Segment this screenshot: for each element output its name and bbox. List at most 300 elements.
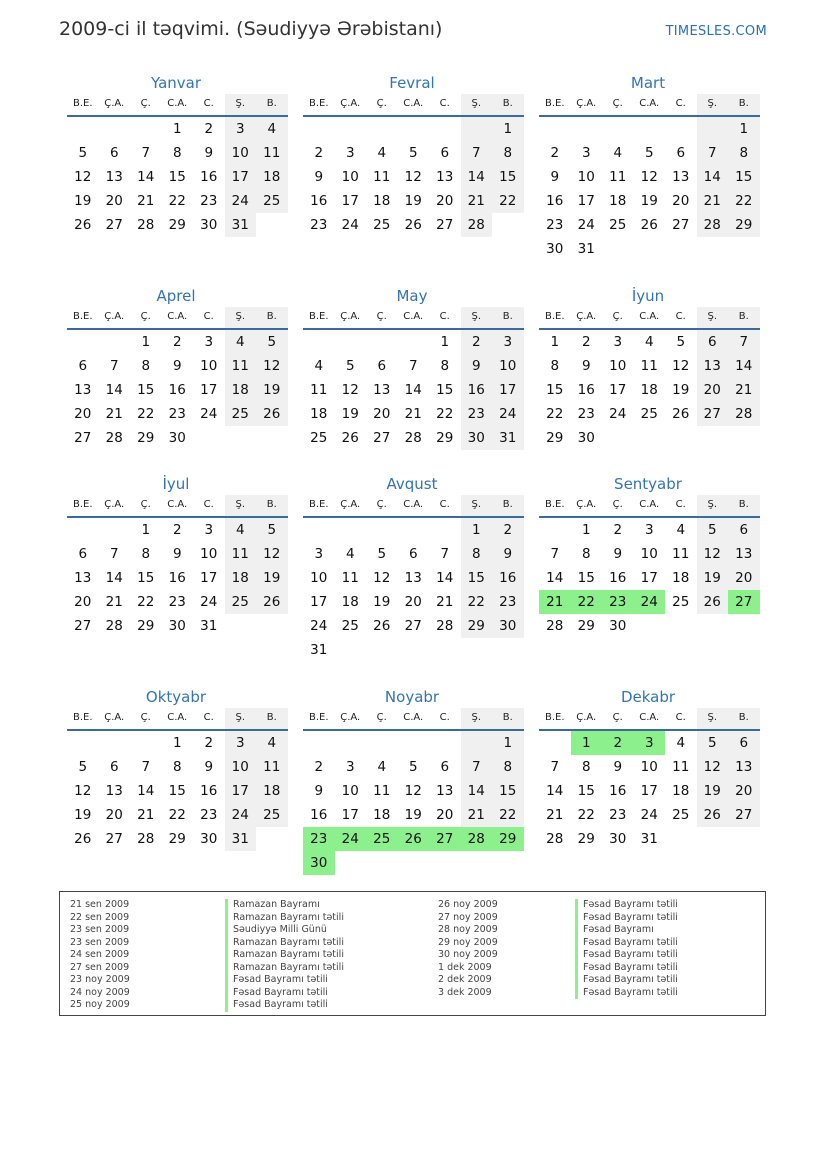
weekday-label: Ç.A. xyxy=(340,712,361,723)
empty-cell xyxy=(366,117,398,141)
day-cell: 11 xyxy=(225,354,257,378)
day-cell: 11 xyxy=(672,759,690,775)
day-cell: 10 xyxy=(640,546,658,562)
day-cell: 13 xyxy=(728,755,760,779)
month-name: Avqust xyxy=(386,475,438,493)
day-cell: 6 xyxy=(676,145,686,161)
weekday-label: Ç.A. xyxy=(576,499,597,510)
day-cell: 8 xyxy=(581,546,591,562)
day-cell: 24 xyxy=(310,618,328,634)
holiday-date: 2 dek 2009 xyxy=(438,974,492,985)
day-cell: 25 xyxy=(341,618,359,634)
empty-cell xyxy=(539,117,571,141)
day-cell: 4 xyxy=(613,145,623,161)
weekday-label: Ç. xyxy=(376,98,387,109)
day-cell: 18 xyxy=(609,193,627,209)
empty-cell xyxy=(130,117,162,141)
day-cell: 24 xyxy=(200,406,218,422)
day-cell: 16 xyxy=(461,378,493,402)
holiday-date: 22 sen 2009 xyxy=(70,911,130,923)
day-cell: 11 xyxy=(256,141,288,165)
day-cell: 17 xyxy=(640,783,658,799)
weekday-label: B.E. xyxy=(72,712,93,723)
holiday-date: 24 noy 2009 xyxy=(70,986,130,998)
holiday-name: Fəsad Bayramı tətili xyxy=(575,912,678,925)
empty-cell xyxy=(728,614,760,638)
day-cell: 18 xyxy=(373,807,391,823)
empty-cell xyxy=(366,638,398,662)
day-cell: 5 xyxy=(345,358,355,374)
day-cell: 10 xyxy=(225,141,257,165)
day-cell: 25 xyxy=(373,217,391,233)
day-cell: 13 xyxy=(728,542,760,566)
day-cell: 12 xyxy=(404,783,422,799)
day-cell: 15 xyxy=(492,165,524,189)
weekday-label: C. xyxy=(439,712,450,723)
day-cell: 25 xyxy=(256,803,288,827)
day-cell: 14 xyxy=(105,382,123,398)
holiday-name: Fəsad Bayramı tətili xyxy=(575,899,678,912)
holiday-name: Fəsad Bayramı tətili xyxy=(575,987,678,1000)
day-cell: 19 xyxy=(697,566,729,590)
day-cell: 29 xyxy=(137,430,155,446)
day-cell: 24 xyxy=(225,803,257,827)
day-cell: 20 xyxy=(74,406,92,422)
day-cell: 20 xyxy=(105,193,123,209)
day-cell: 30 xyxy=(200,217,218,233)
day-cell: 26 xyxy=(398,827,430,851)
day-cell: 18 xyxy=(672,783,690,799)
day-cell: 2 xyxy=(172,334,182,350)
day-cell: 22 xyxy=(577,807,595,823)
holiday-date: 28 noy 2009 xyxy=(438,924,498,935)
weekday-label: C.A. xyxy=(167,712,188,723)
month-name: Yanvar xyxy=(150,74,202,92)
empty-cell xyxy=(429,117,461,141)
day-cell: 31 xyxy=(310,642,328,658)
weekday-label: C.A. xyxy=(167,98,188,109)
day-cell: 24 xyxy=(492,402,524,426)
day-cell: 2 xyxy=(204,735,214,751)
day-cell: 6 xyxy=(697,330,729,354)
month-name: Oktyabr xyxy=(145,688,207,706)
day-cell: 12 xyxy=(697,755,729,779)
day-cell: 18 xyxy=(256,779,288,803)
day-cell: 14 xyxy=(461,165,493,189)
month-yanvar xyxy=(67,72,288,237)
empty-cell xyxy=(728,827,760,851)
day-cell: 16 xyxy=(168,382,186,398)
weekday-label: B.E. xyxy=(72,499,93,510)
empty-cell xyxy=(335,731,367,755)
day-cell: 19 xyxy=(74,193,92,209)
day-cell: 13 xyxy=(74,570,92,586)
day-cell: 30 xyxy=(200,831,218,847)
month-name: Fevral xyxy=(389,74,435,92)
empty-cell xyxy=(728,426,760,450)
holiday-dates-col-1 xyxy=(70,899,130,1012)
day-cell: 15 xyxy=(546,382,564,398)
holiday-dates-col-2 xyxy=(438,899,498,999)
day-cell: 20 xyxy=(728,566,760,590)
day-cell: 5 xyxy=(408,759,418,775)
weekday-label: Ç. xyxy=(612,311,623,322)
day-cell: 28 xyxy=(697,213,729,237)
holiday-names-col-2 xyxy=(575,899,678,999)
empty-cell xyxy=(303,117,335,141)
empty-cell xyxy=(398,731,430,755)
weekday-label: Ş. xyxy=(225,708,257,729)
day-cell: 30 xyxy=(577,430,595,446)
day-cell: 13 xyxy=(697,354,729,378)
day-cell: 24 xyxy=(577,217,595,233)
day-grid xyxy=(539,330,760,450)
day-cell: 3 xyxy=(581,145,591,161)
day-cell: 22 xyxy=(492,189,524,213)
day-cell: 2 xyxy=(602,731,634,755)
day-cell: 1 xyxy=(141,334,151,350)
empty-cell xyxy=(429,518,461,542)
day-cell: 27 xyxy=(429,827,461,851)
weekday-label: Ç.A. xyxy=(576,311,597,322)
day-cell: 11 xyxy=(609,169,627,185)
month-name: Aprel xyxy=(156,287,196,305)
day-cell: 25 xyxy=(225,402,257,426)
empty-cell xyxy=(429,731,461,755)
day-cell: 26 xyxy=(373,618,391,634)
day-cell: 26 xyxy=(256,590,288,614)
weekday-label: C. xyxy=(675,499,686,510)
day-cell: 1 xyxy=(141,522,151,538)
day-cell: 15 xyxy=(577,570,595,586)
weekday-label: C.A. xyxy=(403,311,424,322)
empty-cell xyxy=(602,426,634,450)
day-cell: 26 xyxy=(672,406,690,422)
day-cell: 10 xyxy=(609,358,627,374)
day-cell: 30 xyxy=(168,430,186,446)
day-cell: 15 xyxy=(728,165,760,189)
day-cell: 29 xyxy=(137,618,155,634)
weekday-label: Ç.A. xyxy=(340,311,361,322)
empty-cell xyxy=(398,117,430,141)
day-cell: 19 xyxy=(672,382,690,398)
day-cell: 14 xyxy=(546,570,564,586)
day-cell: 26 xyxy=(404,217,422,233)
day-cell: 31 xyxy=(492,426,524,450)
weekday-label: C.A. xyxy=(167,499,188,510)
day-cell: 6 xyxy=(408,546,418,562)
weekday-header xyxy=(67,708,288,731)
day-cell: 21 xyxy=(461,189,493,213)
day-cell: 30 xyxy=(461,426,493,450)
weekday-header xyxy=(539,94,760,117)
holiday-date: 24 sen 2009 xyxy=(70,949,130,960)
day-cell: 2 xyxy=(461,330,493,354)
day-cell: 8 xyxy=(550,358,560,374)
weekday-label: C. xyxy=(439,98,450,109)
day-cell: 10 xyxy=(341,169,359,185)
weekday-label: Ç. xyxy=(612,98,623,109)
month-dekabr xyxy=(539,686,760,851)
day-cell: 28 xyxy=(436,618,454,634)
day-cell: 1 xyxy=(172,121,182,137)
day-cell: 14 xyxy=(697,165,729,189)
day-cell: 15 xyxy=(168,783,186,799)
holiday-name: Ramazan Bayramı tətili xyxy=(225,912,344,925)
day-cell: 30 xyxy=(492,614,524,638)
day-cell: 21 xyxy=(728,378,760,402)
day-grid xyxy=(303,518,524,662)
empty-cell xyxy=(99,518,131,542)
empty-cell xyxy=(665,237,697,261)
weekday-label: C.A. xyxy=(639,98,660,109)
day-cell: 9 xyxy=(581,358,591,374)
weekday-label: Ç. xyxy=(612,712,623,723)
day-cell: 18 xyxy=(310,406,328,422)
day-cell: 10 xyxy=(225,755,257,779)
day-cell: 1 xyxy=(581,522,591,538)
month-i̇yun xyxy=(539,285,760,450)
weekday-label: Ş. xyxy=(461,708,493,729)
day-cell: 19 xyxy=(341,406,359,422)
day-cell: 28 xyxy=(546,618,564,634)
day-cell: 2 xyxy=(581,334,591,350)
weekday-header xyxy=(67,495,288,518)
holiday-date: 29 noy 2009 xyxy=(438,936,498,948)
month-name: Noyabr xyxy=(384,688,440,706)
empty-cell xyxy=(67,117,99,141)
empty-cell xyxy=(256,426,288,450)
weekday-label: B. xyxy=(492,307,524,328)
weekday-header xyxy=(303,94,524,117)
empty-cell xyxy=(602,237,634,261)
weekday-label: Ç.A. xyxy=(104,98,125,109)
day-cell: 31 xyxy=(200,618,218,634)
day-cell: 18 xyxy=(225,378,257,402)
day-cell: 24 xyxy=(200,594,218,610)
day-cell: 13 xyxy=(672,169,690,185)
day-cell: 4 xyxy=(314,358,324,374)
day-cell: 27 xyxy=(105,217,123,233)
day-cell: 25 xyxy=(672,594,690,610)
day-cell: 2 xyxy=(314,145,324,161)
day-cell: 21 xyxy=(436,594,454,610)
empty-cell xyxy=(366,731,398,755)
day-cell: 19 xyxy=(640,193,658,209)
day-cell: 25 xyxy=(640,406,658,422)
empty-cell xyxy=(225,614,257,638)
day-cell: 18 xyxy=(256,165,288,189)
day-cell: 12 xyxy=(256,354,288,378)
day-cell: 14 xyxy=(546,783,564,799)
empty-cell xyxy=(67,731,99,755)
empty-cell xyxy=(398,638,430,662)
empty-cell xyxy=(461,731,493,755)
month-name: Dekabr xyxy=(620,688,676,706)
day-grid xyxy=(539,518,760,638)
day-cell: 20 xyxy=(74,594,92,610)
holiday-name: Fəsad Bayramı tətili xyxy=(225,974,344,987)
day-cell: 7 xyxy=(728,330,760,354)
empty-cell xyxy=(335,330,367,354)
day-cell: 3 xyxy=(204,334,214,350)
day-cell: 14 xyxy=(436,570,454,586)
day-cell: 27 xyxy=(697,402,729,426)
empty-cell xyxy=(366,518,398,542)
empty-cell xyxy=(193,426,225,450)
weekday-label: Ç.A. xyxy=(576,712,597,723)
weekday-label: B. xyxy=(492,495,524,516)
day-cell: 23 xyxy=(200,807,218,823)
empty-cell xyxy=(539,518,571,542)
empty-cell xyxy=(665,426,697,450)
day-cell: 6 xyxy=(78,358,88,374)
day-cell: 30 xyxy=(609,618,627,634)
day-cell: 5 xyxy=(256,330,288,354)
day-cell: 11 xyxy=(373,169,391,185)
day-cell: 27 xyxy=(74,430,92,446)
day-cell: 19 xyxy=(697,779,729,803)
day-cell: 25 xyxy=(672,807,690,823)
day-cell: 16 xyxy=(200,783,218,799)
day-cell: 6 xyxy=(440,759,450,775)
weekday-header xyxy=(67,307,288,330)
day-cell: 3 xyxy=(204,522,214,538)
empty-cell xyxy=(665,117,697,141)
holiday-date: 3 dek 2009 xyxy=(438,986,492,998)
empty-cell xyxy=(335,518,367,542)
day-cell: 21 xyxy=(461,803,493,827)
day-cell: 8 xyxy=(141,546,151,562)
day-grid xyxy=(67,518,288,638)
month-name: May xyxy=(396,287,428,305)
day-cell: 4 xyxy=(676,522,686,538)
day-cell: 22 xyxy=(168,193,186,209)
day-cell: 4 xyxy=(256,117,288,141)
day-cell: 19 xyxy=(373,594,391,610)
day-cell: 5 xyxy=(676,334,686,350)
empty-cell xyxy=(67,518,99,542)
holiday-name: Fəsad Bayramı tətili xyxy=(575,962,678,975)
day-cell: 5 xyxy=(644,145,654,161)
day-cell: 18 xyxy=(672,570,690,586)
day-cell: 14 xyxy=(137,783,155,799)
empty-cell xyxy=(256,213,288,237)
holiday-date: 27 sen 2009 xyxy=(70,961,130,973)
empty-cell xyxy=(697,237,729,261)
day-cell: 8 xyxy=(172,145,182,161)
day-cell: 4 xyxy=(644,334,654,350)
day-cell: 7 xyxy=(550,546,560,562)
day-cell: 3 xyxy=(225,117,257,141)
day-cell: 5 xyxy=(697,731,729,755)
empty-cell xyxy=(461,117,493,141)
empty-cell xyxy=(398,518,430,542)
day-cell: 20 xyxy=(672,193,690,209)
day-cell: 4 xyxy=(676,735,686,751)
day-cell: 19 xyxy=(74,807,92,823)
day-cell: 4 xyxy=(225,330,257,354)
day-cell: 22 xyxy=(546,406,564,422)
day-cell: 2 xyxy=(550,145,560,161)
day-grid xyxy=(303,117,524,237)
day-cell: 16 xyxy=(546,193,564,209)
empty-cell xyxy=(461,851,493,875)
day-cell: 4 xyxy=(377,145,387,161)
day-cell: 26 xyxy=(74,217,92,233)
day-cell: 20 xyxy=(728,779,760,803)
day-grid xyxy=(539,731,760,851)
day-cell: 29 xyxy=(577,831,595,847)
day-cell: 11 xyxy=(225,542,257,566)
empty-cell xyxy=(728,237,760,261)
weekday-label: Ş. xyxy=(697,495,729,516)
weekday-label: Ş. xyxy=(461,94,493,115)
day-cell: 10 xyxy=(200,358,218,374)
day-cell: 15 xyxy=(168,169,186,185)
day-cell: 7 xyxy=(109,546,119,562)
weekday-label: B. xyxy=(256,94,288,115)
day-cell: 23 xyxy=(310,217,328,233)
weekday-label: Ç. xyxy=(376,712,387,723)
day-cell: 8 xyxy=(172,759,182,775)
weekday-label: B. xyxy=(256,495,288,516)
weekday-label: C.A. xyxy=(403,499,424,510)
day-cell: 11 xyxy=(310,382,328,398)
empty-cell xyxy=(634,426,666,450)
day-cell: 1 xyxy=(728,117,760,141)
weekday-label: Ç. xyxy=(612,499,623,510)
day-cell: 28 xyxy=(728,402,760,426)
day-cell: 9 xyxy=(314,783,324,799)
day-cell: 24 xyxy=(640,807,658,823)
weekday-label: Ç.A. xyxy=(576,98,597,109)
site-link[interactable]: TIMESLES.COM xyxy=(665,24,767,39)
day-cell: 16 xyxy=(609,783,627,799)
day-cell: 13 xyxy=(436,783,454,799)
day-cell: 11 xyxy=(640,358,658,374)
day-cell: 6 xyxy=(109,759,119,775)
weekday-label: C.A. xyxy=(639,311,660,322)
day-cell: 7 xyxy=(109,358,119,374)
day-cell: 25 xyxy=(310,430,328,446)
weekday-label: B. xyxy=(728,495,760,516)
month-name: İyun xyxy=(631,287,665,305)
weekday-label: Ş. xyxy=(461,495,493,516)
day-cell: 9 xyxy=(314,169,324,185)
holiday-date: 30 noy 2009 xyxy=(438,949,498,960)
day-cell: 19 xyxy=(256,378,288,402)
holiday-names-col-1 xyxy=(225,899,344,1012)
month-aprel xyxy=(67,285,288,450)
day-cell: 2 xyxy=(172,522,182,538)
holiday-date: 1 dek 2009 xyxy=(438,961,492,973)
day-cell: 29 xyxy=(577,618,595,634)
day-cell: 2 xyxy=(492,518,524,542)
day-cell: 27 xyxy=(105,831,123,847)
day-cell: 14 xyxy=(105,570,123,586)
weekday-label: B.E. xyxy=(72,98,93,109)
weekday-label: Ç.A. xyxy=(340,98,361,109)
holiday-name: Ramazan Bayramı tətili xyxy=(225,949,344,962)
day-cell: 22 xyxy=(728,189,760,213)
day-cell: 25 xyxy=(609,217,627,233)
weekday-label: C.A. xyxy=(167,311,188,322)
day-cell: 29 xyxy=(436,430,454,446)
day-cell: 5 xyxy=(377,546,387,562)
holiday-name: Fəsad Bayramı tətili xyxy=(225,987,344,1000)
weekday-label: Ç.A. xyxy=(104,499,125,510)
